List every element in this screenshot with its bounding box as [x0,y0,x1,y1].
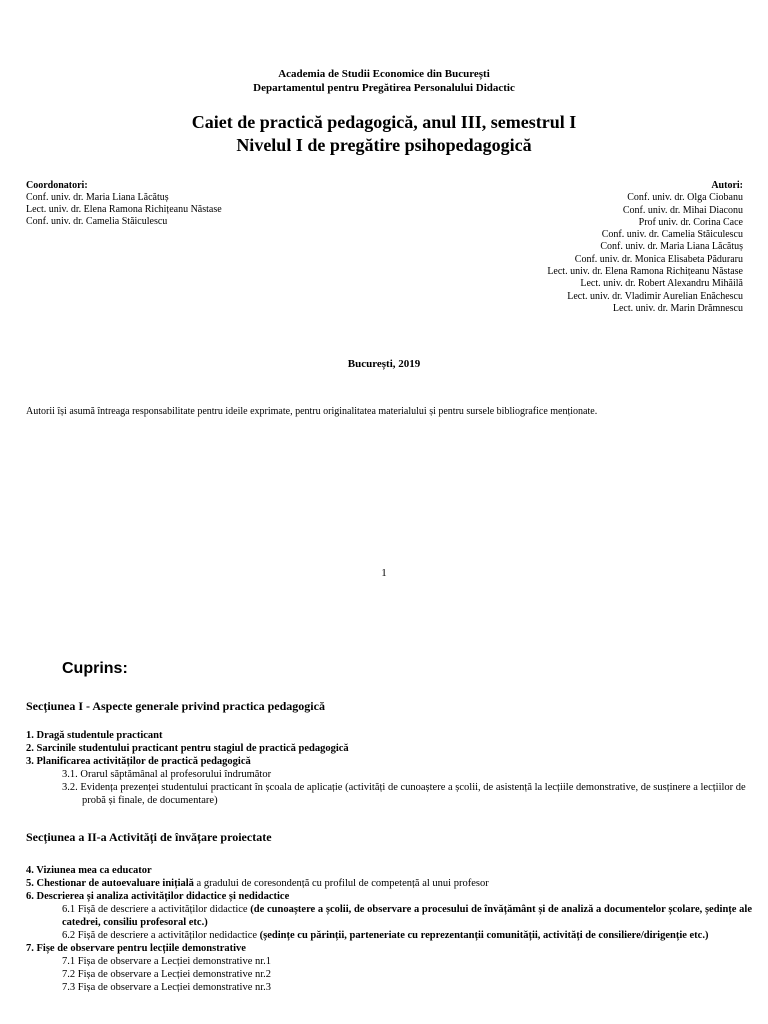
coordinators-label: Coordonatori: [26,180,88,191]
document-title-line1: Caiet de practică pedagogică, anul III, semestrul I [191,112,577,132]
coordinators-block [26,180,222,228]
toc-item: 6. Descrierea și analiza activităților didactice și nedidactice [26,891,290,902]
contents-heading: Cuprins: [62,660,128,677]
toc-subitem-plain: 6.2 Fișă de descriere a activităților nedidactice [62,930,260,941]
toc-subitem: 7.1 Fișa de observare a Lecției demonstrative nr.1 [62,956,272,967]
toc-item: 1. Dragă studentule practicant [26,730,163,741]
authors-label: Autori: [711,180,743,191]
toc-item: 2. Sarcinile studentului practicant pentru stagiul de practică pedagogică [26,743,349,754]
toc-subitem [26,903,752,929]
toc-item [26,877,752,890]
coordinator-name: Conf. univ. dr. Maria Liana Lăcătuș [26,192,169,203]
authors-block [547,180,743,315]
author-name: Prof univ. dr. Corina Cace [638,216,743,228]
author-name: Lect. univ. dr. Elena Ramona Richițeanu Năstase [547,266,743,278]
author-name: Conf. univ. dr. Olga Ciobanu [627,192,743,204]
institution-name: Academia de Studii Economice din București [278,68,490,80]
toc-item-rest: a gradului de coresondență cu profilul de competență al unui profesor [193,878,489,889]
toc-subitem: 7.3 Fișa de observare a Lecției demonstrative nr.3 [62,982,272,993]
toc-subitem-bold: (de cunoaștere a școlii, de observare a procesului de învățământ și de analiză a documentelor școlare, ședințe ale catedrei, consiliu profesoral etc.) [62,904,752,928]
department-name: Departamentul pentru Pregătirea Personalului Didactic [253,82,515,94]
section2-title: Secțiunea a II-a Activități de învățare proiectate [26,830,272,844]
toc-subitem: 3.2. Evidența prezenței studentului practicant în școala de aplicație (activități de cunoaștere a școlii, de asistență la lecțiile demonstrative, de susținere a lecțiilor de probă și finale, de documentare) [62,782,746,806]
page-number: 1 [381,567,387,579]
section1-list [26,729,752,807]
toc-item-bold-part: 5. Chestionar de autoevaluare inițială [26,878,194,889]
toc-subitem: 3.1. Orarul săptămânal al profesorului îndrumător [62,769,272,780]
coordinator-name: Conf. univ. dr. Camelia Stăiculescu [26,216,168,227]
coordinator-name: Lect. univ. dr. Elena Ramona Richițeanu Năstase [26,204,222,215]
toc-subitem: 7.2 Fișa de observare a Lecției demonstrative nr.2 [62,969,272,980]
author-name: Lect. univ. dr. Marin Drămnescu [612,302,743,314]
author-name: Conf. univ. dr. Monica Elisabeta Păduraru [574,253,743,265]
toc-item: 4. Viziunea mea ca educator [26,865,152,876]
author-name: Conf. univ. dr. Mihai Diaconu [622,204,743,216]
section1-title: Secțiunea I - Aspecte generale privind practica pedagogică [26,699,325,713]
toc-subitem-bold: (ședințe cu părinții, parteneriate cu reprezentanții comunității, activități de consiliere/dirigenție etc.) [259,930,709,941]
toc-item: 7. Fișe de observare pentru lecțiile demonstrative [26,943,246,954]
author-name: Conf. univ. dr. Maria Liana Lăcătuș [600,241,743,253]
toc-subitem [26,929,752,942]
document-title-line2: Nivelul I de pregătire psihopedagogică [236,135,532,155]
toc-item: 3. Planificarea activităților de practică pedagogică [26,756,251,767]
section2-list [26,864,752,994]
author-name: Conf. univ. dr. Camelia Stăiculescu [601,229,743,241]
toc-subitem-plain: 6.1 Fișă de descriere a activităților didactice [62,904,251,915]
author-name: Lect. univ. dr. Vladimir Aurelian Enăchescu [567,290,743,302]
place-year: București, 2019 [347,358,421,370]
author-name: Lect. univ. dr. Robert Alexandru Mihăilă [580,278,743,290]
disclaimer-text: Autorii își asumă întreaga responsabilitate pentru ideile exprimate, pentru originalitatea materialului și pentru sursele bibliografice menționate. [26,406,598,417]
